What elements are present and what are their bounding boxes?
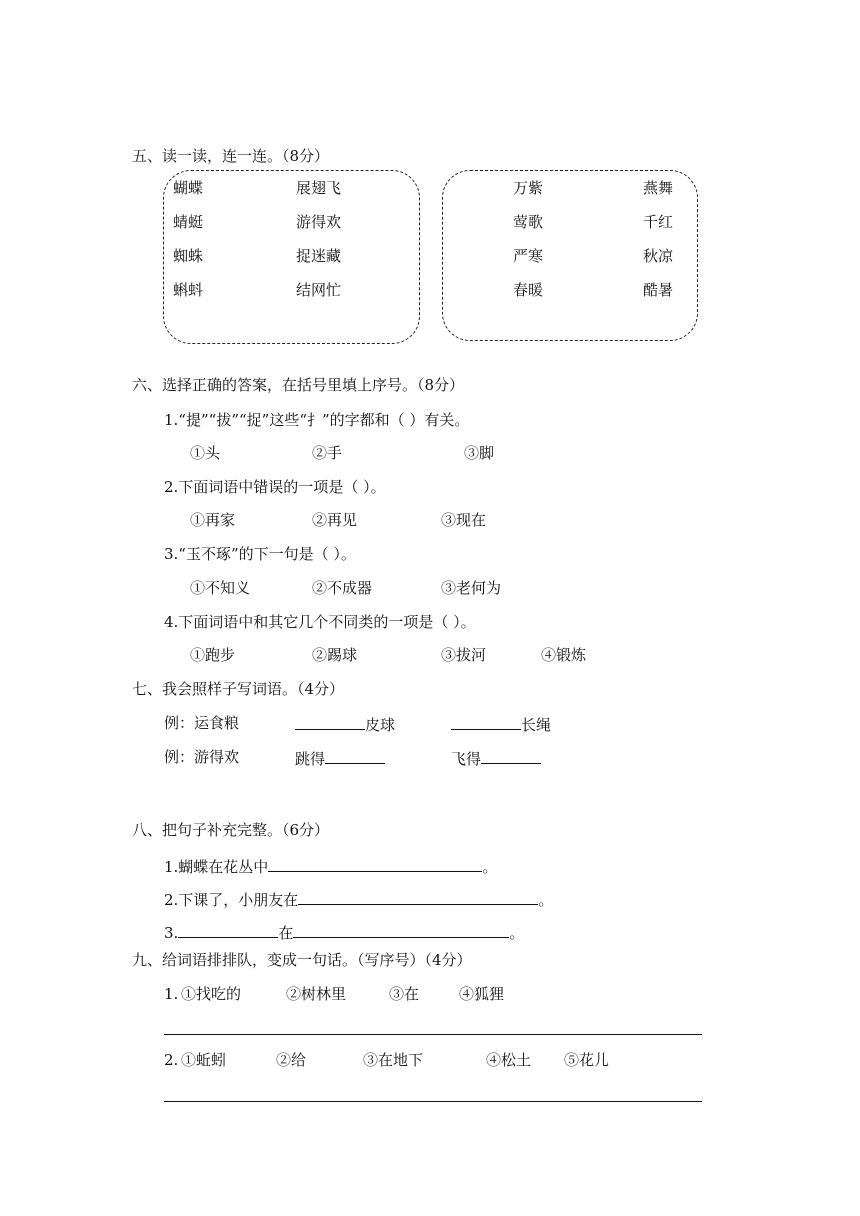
word-blank-row [295, 747, 385, 769]
word-option: ⑤花儿 [564, 1051, 610, 1069]
example-label: 例：游得欢 [164, 748, 240, 766]
option: ①再家 [190, 511, 236, 529]
word-option: ②树林里 [286, 985, 347, 1003]
match-word: 严寒 [513, 247, 544, 265]
section5-title: 五、读一读，连一连。（8分） [132, 147, 330, 165]
match-word: 蝌蚪 [173, 281, 204, 299]
sentence-suffix: 。 [509, 924, 525, 942]
word-option: ①蚯蚓 [181, 1051, 227, 1069]
sentence-suffix: 。 [482, 858, 498, 876]
match-word: 蜘蛛 [173, 247, 204, 265]
option: ①跑步 [190, 646, 236, 664]
match-word: 展翅飞 [296, 179, 342, 197]
match-word: 蜻蜓 [173, 213, 204, 231]
option: ③脚 [464, 444, 495, 462]
word-item: 飞得 [451, 750, 482, 768]
word-option: ②给 [276, 1051, 307, 1069]
sentence-prefix: 2.下课了，小朋友在 [164, 891, 299, 909]
question-number: 1. [164, 985, 179, 1003]
section7-title: 七、我会照样子写词语。（4分） [132, 680, 345, 698]
sentence-row [164, 888, 553, 910]
match-word: 千红 [643, 213, 674, 231]
option: ③老何为 [441, 579, 502, 597]
answer-blank[interactable] [481, 747, 541, 764]
match-word: 游得欢 [296, 213, 342, 231]
word-option: ①找吃的 [181, 985, 242, 1003]
word-option: ④狐狸 [459, 985, 505, 1003]
section9-title: 九、给词语排排队，变成一句话。（写序号）（4分） [132, 951, 472, 969]
option: ④锻炼 [541, 646, 587, 664]
question-number: 2. [164, 1051, 179, 1069]
answer-blank[interactable] [451, 713, 521, 730]
word-item: 长绳 [521, 716, 552, 734]
question-stem: 4.下面词语中和其它几个不同类的一项是（ ）。 [164, 613, 476, 631]
question-stem: 1.“提”“拔”“捉”这些“扌”的字都和（ ）有关。 [164, 411, 470, 429]
answer-blank[interactable] [293, 921, 509, 938]
section8-title: 八、把句子补充完整。（6分） [132, 821, 330, 839]
example-label: 例：运食粮 [164, 714, 240, 732]
match-word: 燕舞 [643, 179, 674, 197]
match-word: 酷暑 [643, 281, 674, 299]
option: ②踢球 [312, 646, 358, 664]
option: ①头 [190, 444, 221, 462]
option: ②再见 [312, 511, 358, 529]
word-item: 跳得 [295, 750, 326, 768]
question-stem: 2.下面词语中错误的一项是（ ）。 [164, 478, 386, 496]
answer-line[interactable] [164, 1101, 702, 1102]
answer-blank[interactable] [298, 888, 538, 905]
word-blank-row [451, 713, 551, 735]
match-word: 蝴蝶 [173, 179, 204, 197]
answer-blank[interactable] [178, 921, 278, 938]
word-blank-row [295, 713, 395, 735]
section6-title: 六、选择正确的答案，在括号里填上序号。（8分） [132, 376, 465, 394]
word-option: ③在地下 [363, 1051, 424, 1069]
option: ①不知义 [190, 579, 251, 597]
match-word: 秋凉 [643, 247, 674, 265]
word-blank-row [451, 747, 541, 769]
option: ②不成器 [312, 579, 373, 597]
sentence-row [164, 921, 524, 943]
sentence-prefix: 3. [164, 924, 179, 942]
answer-blank[interactable] [268, 855, 482, 872]
match-word: 万紫 [513, 179, 544, 197]
answer-line[interactable] [164, 1034, 702, 1035]
match-word: 捉迷藏 [296, 247, 342, 265]
match-word: 莺歌 [513, 213, 544, 231]
option: ③现在 [441, 511, 487, 529]
option: ②手 [312, 444, 343, 462]
option: ③拔河 [441, 646, 487, 664]
word-item: 皮球 [365, 716, 396, 734]
sentence-mid: 在 [278, 924, 294, 942]
match-word: 春暖 [513, 281, 544, 299]
sentence-row [164, 855, 497, 877]
match-word: 结网忙 [296, 281, 342, 299]
word-option: ③在 [389, 985, 420, 1003]
word-option: ④松土 [486, 1051, 532, 1069]
answer-blank[interactable] [325, 747, 385, 764]
answer-blank[interactable] [295, 713, 365, 730]
sentence-suffix: 。 [538, 891, 554, 909]
sentence-prefix: 1.蝴蝶在花丛中 [164, 858, 269, 876]
question-stem: 3.“玉不琢”的下一句是（ ）。 [164, 545, 356, 563]
